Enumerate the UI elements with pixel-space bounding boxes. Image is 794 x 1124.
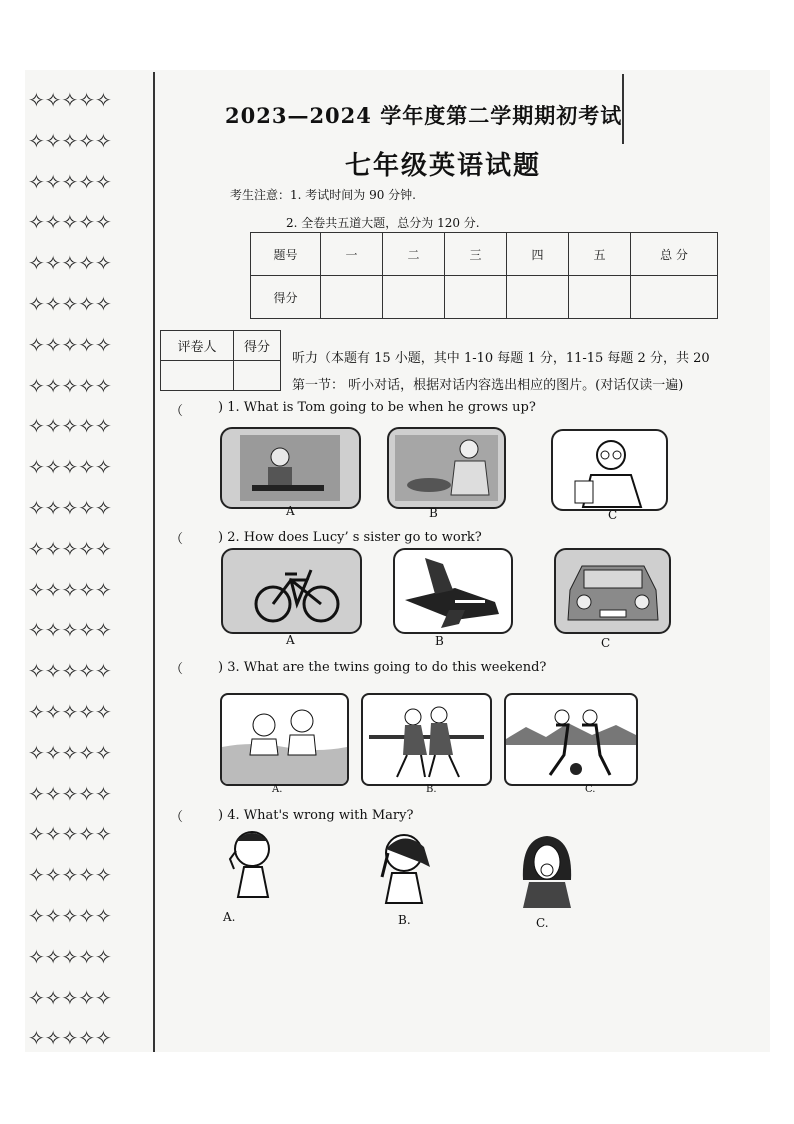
star-row: ✧✧✧✧✧ — [28, 332, 112, 357]
star-row: ✧✧✧✧✧ — [28, 985, 112, 1010]
q4-label-c: C. — [536, 916, 549, 930]
score-cell[interactable] — [321, 276, 383, 319]
score-cell[interactable] — [631, 276, 718, 319]
q1-label-a: A — [286, 504, 295, 518]
star-row: ✧✧✧✧✧ — [28, 699, 112, 724]
q1-option-a-image[interactable] — [220, 427, 361, 509]
q3-option-a-image[interactable] — [220, 693, 349, 786]
q1-option-b-image[interactable] — [387, 427, 506, 509]
section-intro: 听力（本题有 15 小题，其中 1-10 每题 1 分，11-15 每题 2 分，共 20 — [292, 351, 710, 366]
reviewer-cell[interactable] — [161, 361, 234, 391]
score-cell[interactable] — [507, 276, 569, 319]
grader-score-cell[interactable] — [234, 361, 281, 391]
star-row: ✧✧✧✧✧ — [28, 577, 112, 602]
section-part1: 第一节： 听小对话，根据对话内容选出相应的图片。(对话仅读一遍) — [292, 378, 684, 393]
q3-label-a: A. — [272, 784, 283, 795]
q2-label-b: B — [435, 634, 444, 648]
star-row: ✧✧✧✧✧ — [28, 536, 112, 561]
fold-mark — [622, 74, 624, 144]
q2-option-b-image[interactable] — [393, 548, 513, 634]
score-header: 五 — [569, 233, 631, 276]
q4-option-b-image[interactable] — [368, 827, 438, 907]
score-row-label: 得分 — [251, 276, 321, 319]
question-4: ) 4. What's wrong with Mary? — [218, 808, 414, 823]
answer-paren[interactable]: （ — [170, 810, 184, 825]
q2-label-c: C — [601, 636, 611, 650]
q3-label-c: C. — [585, 784, 596, 795]
grader-score-label: 得分 — [234, 331, 281, 361]
q4-label-a: A. — [223, 910, 236, 924]
star-margin — [28, 80, 152, 1059]
star-row: ✧✧✧✧✧ — [28, 618, 112, 643]
q2-option-c-image[interactable] — [554, 548, 671, 634]
question-1: ) 1. What is Tom going to be when he grows up? — [218, 400, 536, 415]
q1-label-c: C — [608, 508, 618, 522]
score-header: 三 — [445, 233, 507, 276]
binding-line — [153, 72, 155, 1052]
q4-option-a-image[interactable] — [222, 825, 286, 905]
q3-label-b: B. — [426, 784, 437, 795]
star-row: ✧✧✧✧✧ — [28, 373, 112, 398]
star-row: ✧✧✧✧✧ — [28, 659, 112, 684]
answer-paren[interactable]: （ — [170, 662, 184, 677]
score-cell[interactable] — [569, 276, 631, 319]
star-row: ✧✧✧✧✧ — [28, 291, 112, 316]
q4-label-b: B. — [398, 913, 411, 927]
score-header: 题号 — [251, 233, 321, 276]
answer-paren[interactable]: （ — [170, 532, 184, 547]
grader-table — [160, 330, 281, 391]
star-row: ✧✧✧✧✧ — [28, 740, 112, 765]
star-row: ✧✧✧✧✧ — [28, 944, 112, 969]
star-row: ✧✧✧✧✧ — [28, 495, 112, 520]
star-row: ✧✧✧✧✧ — [28, 169, 112, 194]
q1-label-b: B — [429, 506, 438, 520]
star-row: ✧✧✧✧✧ — [28, 863, 112, 888]
q2-label-a: A — [286, 633, 295, 647]
score-cell[interactable] — [445, 276, 507, 319]
answer-paren[interactable]: （ — [170, 404, 184, 419]
q1-option-c-image[interactable] — [551, 429, 668, 511]
star-row: ✧✧✧✧✧ — [28, 414, 112, 439]
exam-subtitle: 七年级英语试题 — [345, 151, 542, 181]
score-header: 一 — [321, 233, 383, 276]
score-header: 二 — [383, 233, 445, 276]
star-row: ✧✧✧✧✧ — [28, 822, 112, 847]
score-cell[interactable] — [383, 276, 445, 319]
star-row: ✧✧✧✧✧ — [28, 88, 112, 112]
star-row: ✧✧✧✧✧ — [28, 251, 112, 276]
score-header: 四 — [507, 233, 569, 276]
star-row: ✧✧✧✧✧ — [28, 455, 112, 480]
q3-option-b-image[interactable] — [361, 693, 492, 786]
question-3: ) 3. What are the twins going to do this weekend? — [218, 660, 547, 675]
q3-option-c-image[interactable] — [504, 693, 638, 786]
star-row: ✧✧✧✧✧ — [28, 1026, 112, 1051]
star-row: ✧✧✧✧✧ — [28, 128, 112, 153]
reviewer-label: 评卷人 — [161, 331, 234, 361]
note-time: 考生注意：1. 考试时间为 90 分钟. — [230, 188, 416, 202]
question-2: ) 2. How does Lucy’ s sister go to work? — [218, 530, 482, 545]
q4-option-c-image[interactable] — [513, 830, 581, 910]
note-total: 2. 全卷共五道大题，总分为 120 分. — [286, 216, 480, 230]
exam-title: 2023—2024 学年度第二学期期初考试 — [225, 103, 623, 128]
score-header: 总 分 — [631, 233, 718, 276]
q2-option-a-image[interactable] — [221, 548, 362, 634]
star-row: ✧✧✧✧✧ — [28, 903, 112, 928]
star-row: ✧✧✧✧✧ — [28, 781, 112, 806]
star-row: ✧✧✧✧✧ — [28, 210, 112, 235]
score-table — [250, 232, 718, 319]
